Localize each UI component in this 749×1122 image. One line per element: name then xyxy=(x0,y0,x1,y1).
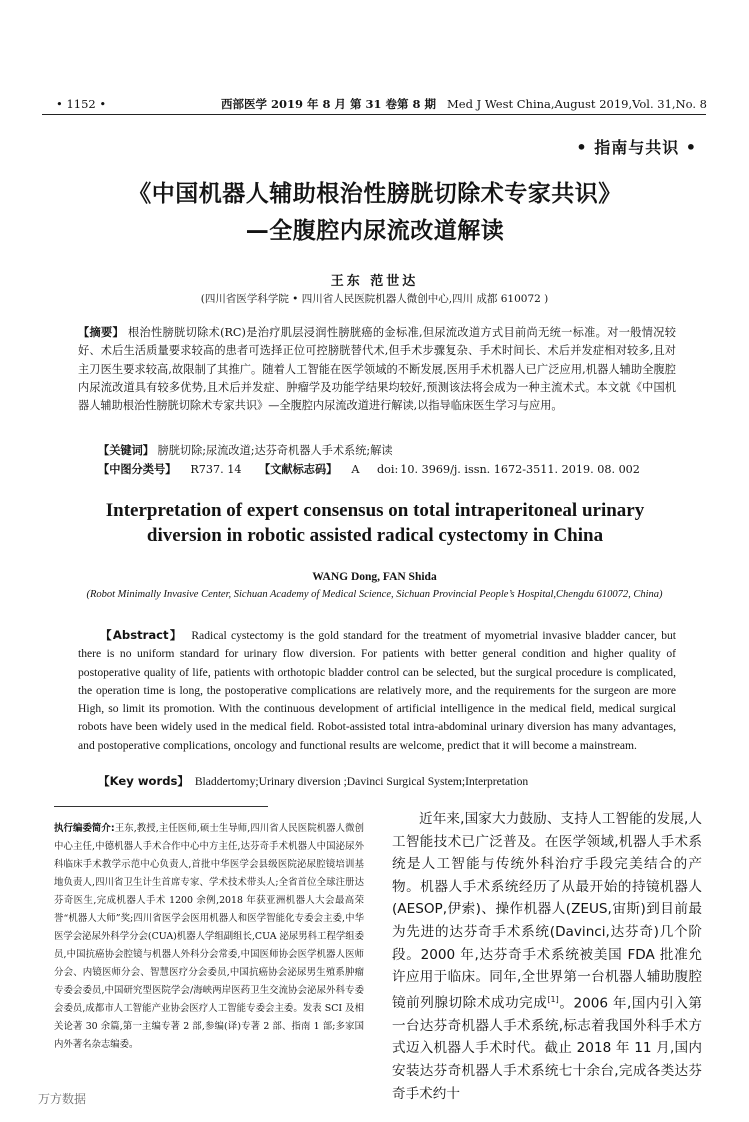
section-label: • 指南与共识 • xyxy=(576,138,697,157)
clc-value: R737. 14 xyxy=(190,463,242,476)
keywords-cn xyxy=(98,442,393,458)
header-rule xyxy=(42,114,706,115)
doc-code-label: 【文献标志码】 xyxy=(259,463,338,476)
classification-row xyxy=(98,461,654,477)
article-title-line2: —全腹腔内尿流改道解读 xyxy=(245,218,505,244)
affiliation-cn: (四川省医学科学院 • 四川省人民医院机器人微创中心,四川 成都 610072 ) xyxy=(200,293,549,305)
page-number: • 1152 • xyxy=(56,97,107,111)
watermark: 万方数据 xyxy=(38,1092,87,1106)
abstract-en-label: 【Abstract】 xyxy=(100,628,183,642)
doi-value: 10. 3969/j. issn. 1672-3511. 2019. 08. 002 xyxy=(400,463,640,476)
english-title-line1: Interpretation of expert consensus on total intraperitoneal urinary xyxy=(105,500,645,521)
abstract-cn-label: 【摘要】 xyxy=(78,326,125,339)
authors-en: WANG Dong, FAN Shida xyxy=(312,571,437,583)
footnote-rule xyxy=(54,806,268,807)
keywords-en-label: 【Key words】 xyxy=(98,774,190,788)
journal-header xyxy=(221,96,707,112)
article-title-line1: 《中国机器人辅助根治性膀胱切除术专家共识》 xyxy=(128,181,622,207)
keywords-en-text: Bladdertomy;Urinary diversion ;Davinci Surgical System;Interpretation xyxy=(194,775,529,788)
footnote-label: 执行编委简介: xyxy=(54,823,115,834)
authors-cn: 王东 范世达 xyxy=(330,274,419,289)
abstract-cn-text: 根治性膀胱切除术(RC)是治疗肌层浸润性膀胱癌的金标准,但尿流改道方式目前尚无统一标准。对一般情况较好、术后生活质量要求较高的患者可选择正位可控膀胱替代术,但手术步骤复杂、手术时间长、术后并发症相对较多,且对主刀医生要求较高,故限制了其推广。随着人工智能在医学领域的不断发展,医用手术机器人已广泛应用,机器人辅助全腹腔内尿流改道具有较多优势,且术后并发症、肿瘤学及功能学结果均较好,预测该法将会成为一种主流术式。本文就《中国机器人辅助根治性膀胱切除术专家共识》—全腹腔内尿流改道进行解读,以指导临床医生学习与应用。 xyxy=(78,326,676,413)
doi-label: doi: xyxy=(377,463,399,476)
journal-header-cn: 西部医学 2019 年 8 月 第 31 卷第 8 期 xyxy=(221,97,437,111)
doc-code-value: A xyxy=(351,463,360,476)
keywords-cn-label: 【关键词】 xyxy=(98,444,154,457)
body-text-b: 。2006 年,国内引入第一台达芬奇机器人手术系统,标志着我国外科手术方式迈入机器人手术时代。截止 2018 年 11 月,国内安装达芬奇机器人手术系统七十余台,完成各类达芬奇手术约十 xyxy=(392,995,702,1102)
keywords-cn-text: 膀胱切除;尿流改道;达芬奇机器人手术系统;解读 xyxy=(157,444,393,457)
abstract-en-text: Radical cystectomy is the gold standard for the treatment of myometrial invasive bladder cancer, but there is no uniform standard for urinary flow diversion. For patients with better general condition and higher quality of postoperative quality of life, patients with orthotopic bladder control can be selected, but the surgical procedure is complicated, the operation time is long, the postoperative complications are relatively more, and the requirements for the surgeon are more High, so limit its promotion. With the continuous development of artificial intelligence in the medical field, medical surgical robots have been widely used in the medical field. Robot-assisted total intra-abdominal urinary diversion has many advantages, and postoperative complications, oncology and functional results are welcome, predict that it will become a mainstream. xyxy=(78,629,677,752)
clc-label: 【中图分类号】 xyxy=(98,463,177,476)
affiliation-en: (Robot Minimally Invasive Center, Sichuan Academy of Medical Science, Sichuan Provincial People’s Hospital,Chengdu 610072, China) xyxy=(86,589,663,600)
author-bio-footnote xyxy=(54,820,364,1054)
footnote-text: 王东,教授,主任医师,硕士生导师,四川省人民医院机器人微创中心主任,中德机器人手术合作中心中方主任,达芬奇手术机器人中国泌尿外科临床手术教学示范中心负责人,首批中华医学会县级医院泌尿腔镜培训基地负责人,四川省卫生计生首席专家、学术技术带头人;全省首位全球注册达芬奇医生,完成机器人手术 1200 余例,2018 年获亚洲机器人大会最高荣誉“机器人大师”奖;四川省医学会医用机器人和医学智能化专委会主委,中华医学会泌尿外科学分会(CUA)机器人学组副组长,CUA 泌尿男科工程学组委员,中国抗癌协会腔镜与机器人外科分会常委,中国医师协会医学机器人医师分会、内镜医师分会、智慧医疗分会委员,中国抗癌协会泌尿男生殖系肿瘤专委会委员,中国研究型医院学会/海峡两岸医药卫生交流协会泌尿外科专委会委员,成都市人工智能产业协会医疗人工智能专委会主委。发表 SCI 及相关论著 30 余篇,第一主编专著 2 部,参编(译)专著 2 部、指南 1 部;多家国内外著名杂志编委。 xyxy=(54,823,364,1050)
journal-header-en: Med J West China,August 2019,Vol. 31,No. 8 xyxy=(447,97,707,111)
body-text xyxy=(392,808,702,1105)
citation-ref: [1] xyxy=(547,994,559,1004)
body-text-a: 近年来,国家大力鼓励、支持人工智能的发展,人工智能技术已广泛普及。在医学领域,机器人手术系统是人工智能与传统外科治疗手段完美结合的产物。机器人手术系统经历了从最开始的持镜机器人(AESOP,伊索)、操作机器人(ZEUS,宙斯)到目前最为先进的达芬奇手术系统(Davinci,达芬奇)几个阶段。2000 年,达芬奇手术系统被美国 FDA 批准允许应用于临床。同年,全世界第一台机器人辅助腹腔镜前列腺切除术成功完成 xyxy=(392,811,702,1012)
abstract-en xyxy=(78,626,676,755)
abstract-cn xyxy=(78,324,676,415)
english-title-line2: diversion in robotic assisted radical cystectomy in China xyxy=(146,525,604,546)
keywords-en xyxy=(98,773,528,789)
